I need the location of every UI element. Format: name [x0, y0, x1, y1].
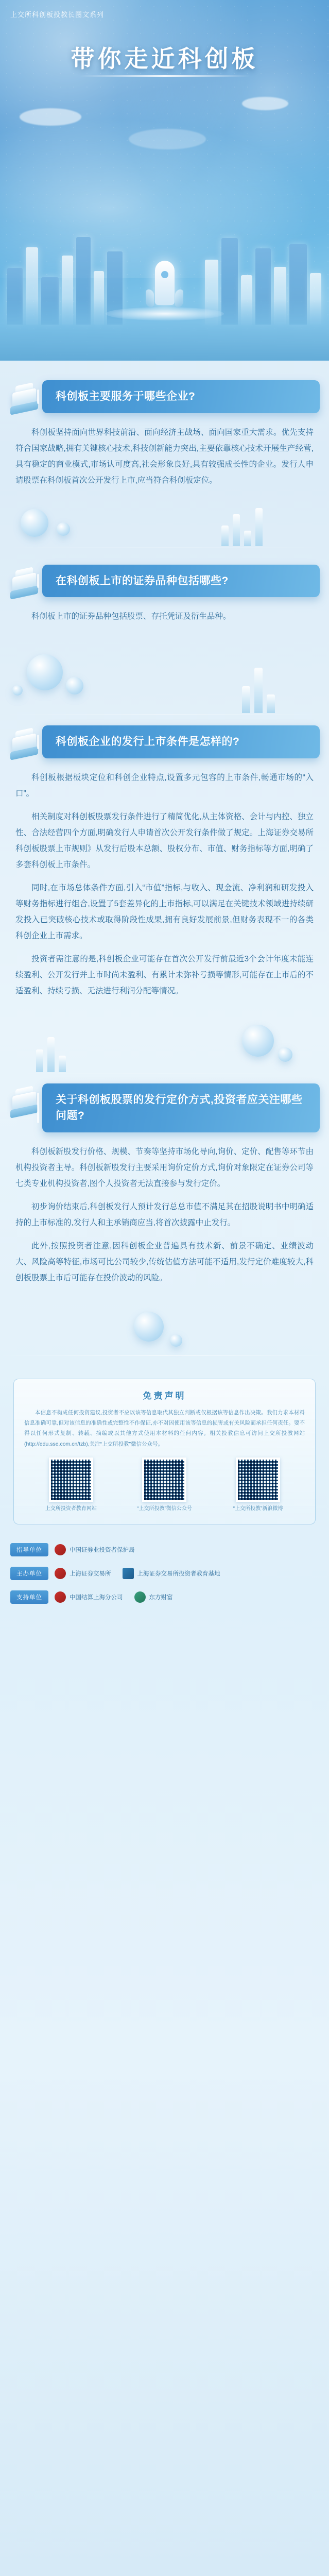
qr-code-icon[interactable] — [49, 1458, 93, 1502]
credit-orgs — [55, 1568, 319, 1579]
qr-item[interactable] — [126, 1458, 203, 1513]
org-item — [55, 1591, 123, 1603]
cloud-icon — [242, 97, 288, 110]
section-paragraph: 科创板上市的证券品种包括股票、存托凭证及衍生品种。 — [31, 612, 231, 621]
cloud-icon — [20, 108, 81, 126]
title-underline — [80, 75, 250, 77]
org-name: 中国证券业投资者保护局 — [70, 1547, 135, 1554]
credit-orgs — [55, 1591, 319, 1603]
cube-stack-icon — [9, 1087, 39, 1120]
blue-emblem-icon — [123, 1568, 134, 1579]
credits-block — [10, 1538, 319, 1609]
qr-code-icon[interactable] — [142, 1458, 186, 1502]
section-paragraph: 科创板新股发行价格、规模、节奏等坚持市场化导向,询价、定价、配售等环节由机构投资者主导。科创板新股发行主要采用询价定价方式,询价对象限定在证券公司等七类专业机构投资者,图个人投资者无法直接参与发行定价。 — [15, 1147, 314, 1188]
qr-caption: “上交所投教”新浪微博 — [233, 1506, 283, 1512]
section-paragraph: 同时,在市场总体条件方面,引入“市值”指标,与收入、现金流、净利润和研发投入等财务指标进行组合,设置了5套差异化的上市指标,可以满足在关键技术领域进持续研发投入已突破核心技术或取得阶段性成果,拥有良好发展前景,但财务表现不一的各类科创企业上市需求。 — [15, 883, 314, 940]
red-emblem-icon — [55, 1591, 66, 1603]
cube-stack-icon — [9, 568, 39, 601]
section-security-types — [9, 565, 320, 598]
green-emblem-icon — [134, 1591, 146, 1603]
credit-label: 指导单位 — [10, 1543, 48, 1556]
qr-caption: “上交所投教”微信公众号 — [137, 1506, 192, 1512]
credit-row — [10, 1585, 319, 1609]
credit-label: 支持单位 — [10, 1590, 48, 1604]
section-listing-conditions — [9, 725, 320, 758]
section-paragraph: 相关制度对科创板股票发行条件进行了精简优化,从主体资格、会计与内控、独立性、合法经营四个方面,明确发行人申请首次公开发行条件做了规定。上海证券交易所科创板股票上市规则》从发行后股本总额、股权分布、市值、财务指标等方面,明确了多套科创板上市条件。 — [15, 812, 314, 869]
credit-label: 主办单位 — [10, 1567, 48, 1580]
rocket-icon — [155, 261, 175, 305]
qr-caption: 上交所投资者教育网站 — [45, 1506, 97, 1512]
section-heading: 科创板主要服务于哪些企业? — [42, 380, 320, 413]
org-item — [123, 1568, 220, 1579]
decorative-strip — [0, 1004, 329, 1081]
section-pricing-risks — [9, 1083, 320, 1132]
cube-stack-icon — [9, 728, 39, 761]
decorative-strip — [0, 630, 329, 722]
section-paragraph: 投资者需注意的是,科创板企业可能存在首次公开发行前最近3个会计年度未能连续盈利、公开发行并上市时尚未盈利、有累计未弥补亏损等情形,可能存在上市后的不适盈利、持续亏损、无法进行利润分配等情况。 — [15, 954, 314, 995]
decorative-strip — [0, 1291, 329, 1363]
credit-row — [10, 1562, 319, 1585]
qr-item[interactable] — [219, 1458, 297, 1513]
footer-spacer — [0, 1609, 329, 1622]
section-heading: 科创板企业的发行上市条件是怎样的? — [42, 725, 320, 758]
cube-stack-icon — [9, 383, 39, 416]
disclaimer-body: 本信息不构成任何投资建议,投资者不应以该等信息取代其独立判断或仅根据该等信息作出决策。我们力求本材料信息准确可靠,但对该信息的准确性或完整性不作保证,亦不对因使用该等信息的损害或有关风险而承担任何责任。要不得以任何形式复制、转载、摘编或以其他方式使用本材料的任何内容。相关投教信息可访问上交所投教网站(http://edu.sse.com.cn/tzb),关注“上交所投教”微信公众号。 — [24, 1409, 305, 1447]
red-emblem-icon — [55, 1568, 66, 1579]
decorative-strip — [0, 494, 329, 555]
org-name: 东方财富 — [149, 1595, 173, 1601]
org-item — [134, 1591, 173, 1603]
cloud-icon — [129, 129, 206, 149]
org-item — [55, 1568, 111, 1579]
disclaimer-title: 免责声明 — [143, 1391, 186, 1401]
city-skyline-illustration — [0, 191, 329, 361]
section-paragraph: 科创板坚持面向世界科技前沿、面向经济主战场、面向国家重大需求。优先支持符合国家战略,拥有关键核心技术,科技创新能力突出,主要依靠核心技术开展生产经营,具有稳定的商业模式,市场认可度高,社会形象良好,具有较强成长性的企业。发行人申请股票在科创板首次公开发行上市,应当符合科创板定位。 — [15, 428, 314, 485]
qr-code-icon[interactable] — [236, 1458, 280, 1502]
section-heading: 在科创板上市的证券品种包括哪些? — [42, 565, 320, 598]
credit-orgs — [55, 1544, 319, 1555]
org-item — [55, 1544, 135, 1555]
section-who-served — [9, 380, 320, 413]
qr-code-row — [24, 1458, 305, 1513]
qr-item[interactable] — [32, 1458, 110, 1513]
org-name: 上海证券交易所 — [70, 1571, 111, 1578]
section-paragraph: 初步询价结束后,科创板发行人预计发行总总市值不满足其在招股说明书中明确适持的上市标准的,发行人和主承销商应当,将首次披露中止发行。 — [15, 1202, 314, 1227]
credit-row — [10, 1538, 319, 1562]
org-name: 上海证券交易所投资者教育基地 — [137, 1571, 220, 1578]
org-name: 中国结算上海分公司 — [70, 1595, 123, 1601]
section-paragraph: 此外,按照投资者注意,因科创板企业普遍具有技术新、前景不确定、业绩波动大、风险高等特征,市场可比公司较少,传统估值方法可能不适用,发行定价难度较大,科创板股票上市后可能存在投价波动的风险。 — [15, 1241, 314, 1282]
hero-banner — [0, 0, 329, 361]
series-kicker: 上交所科创板投教长图文系列 — [10, 11, 105, 19]
page-title: 带你走近科创板 — [71, 45, 258, 72]
disclaimer-panel — [13, 1379, 316, 1525]
red-emblem-icon — [55, 1544, 66, 1555]
section-paragraph: 科创板根据板块定位和科创企业特点,设置多元包容的上市条件,畅通市场的“入口”。 — [15, 773, 314, 798]
section-heading: 关于科创板股票的发行定价方式,投资者应关注哪些问题? — [42, 1083, 320, 1132]
